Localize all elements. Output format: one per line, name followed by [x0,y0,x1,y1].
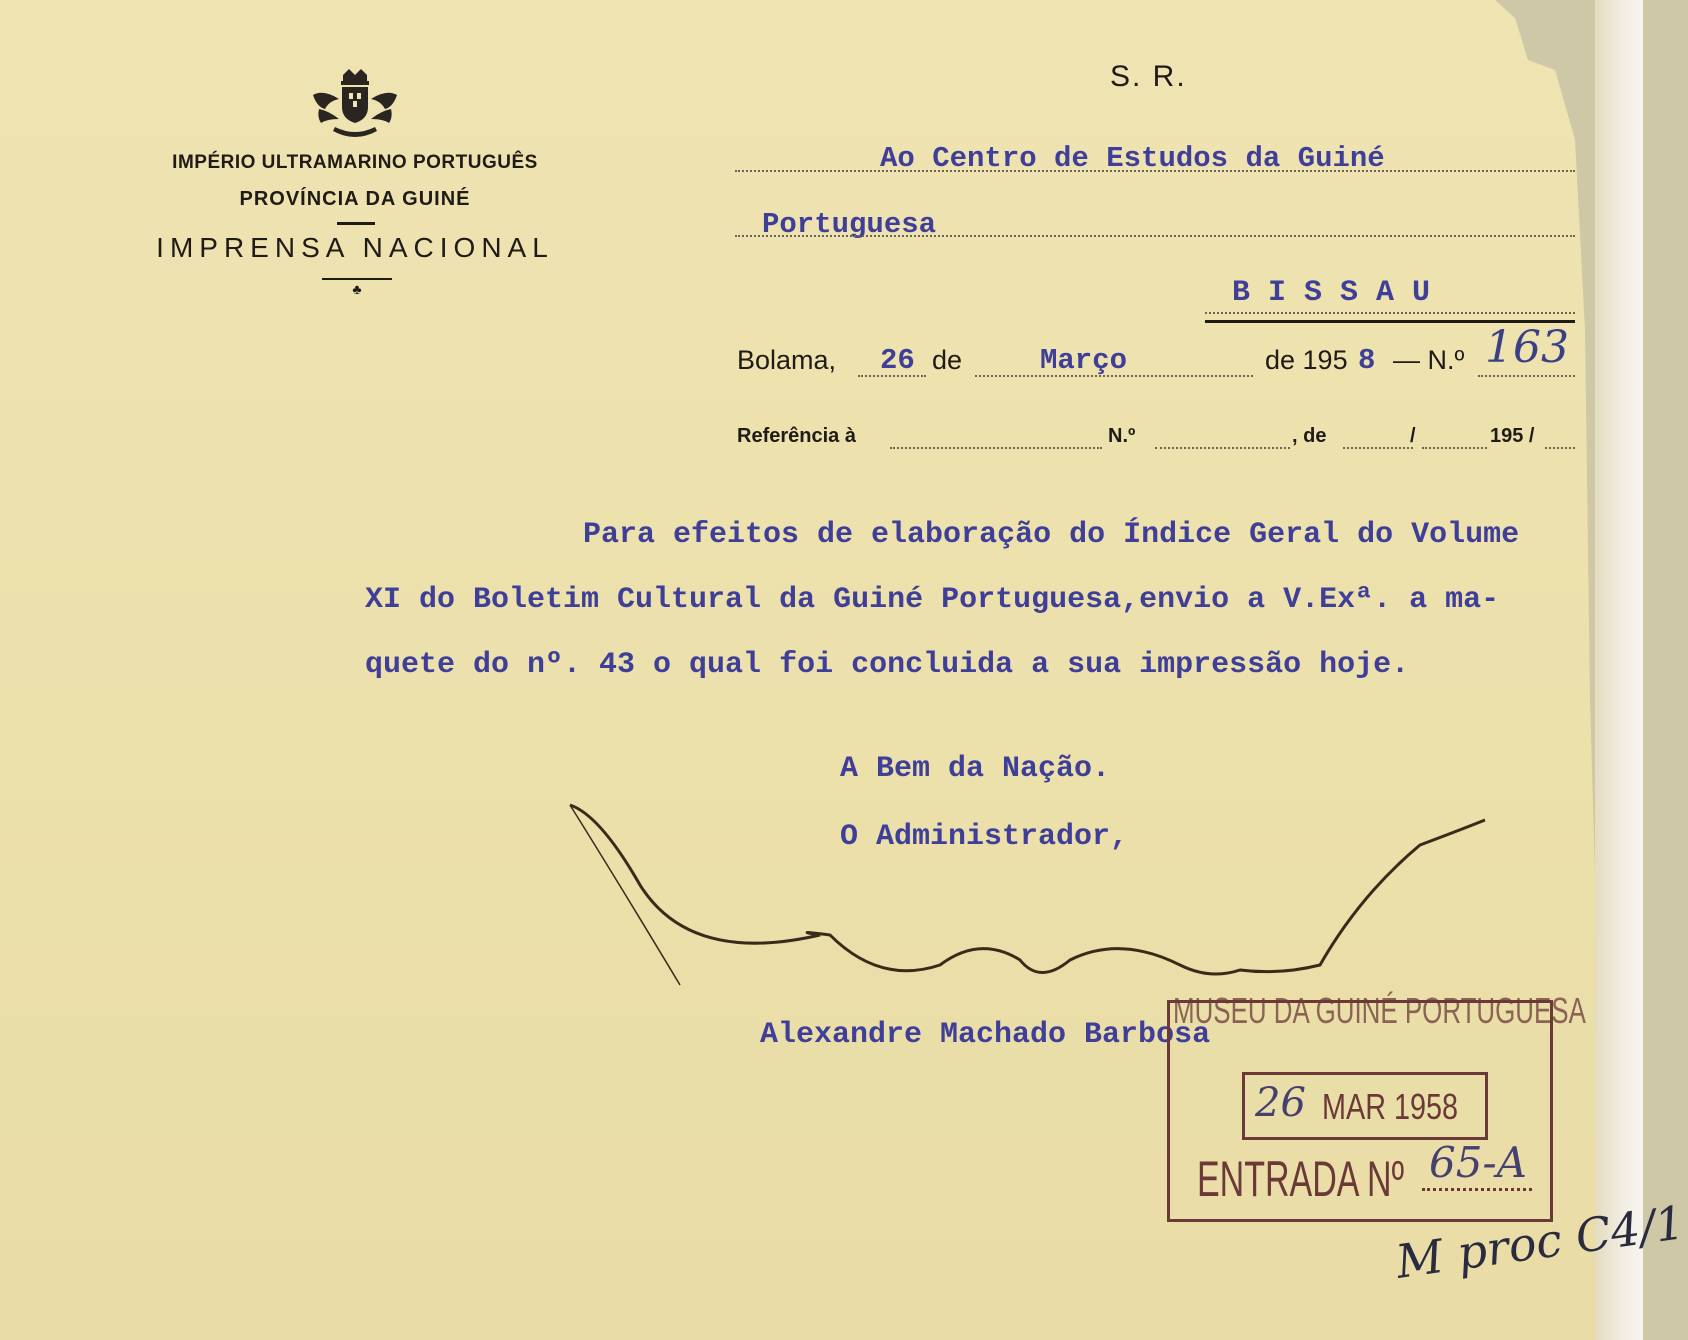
reference-year-dots [1545,447,1575,449]
museum-stamp [1167,990,1586,1230]
recipient-line-2-dots [735,235,1575,237]
reference-slash: / [1410,425,1416,447]
reference-number-dots [1155,447,1290,449]
date-de-label: de [932,345,963,375]
coat-of-arms-icon [305,65,405,145]
date-year-prefix: de 195 [1265,345,1348,375]
date-number-label: — N.º [1393,345,1465,375]
city-label: B I S S A U [1232,276,1431,310]
reference-label: Referência à [737,425,856,447]
date-place: Bolama, [737,345,837,375]
reference-de-label: , de [1292,425,1327,447]
recipient-line-2: Portuguesa [762,208,937,241]
signature [560,795,1500,1005]
reference-n-label: N.º [1108,425,1136,447]
reference-month-dots [1422,447,1487,449]
recipient-line-1: Ao Centro de Estudos da Guiné [880,142,1385,175]
date-day-dots [858,375,926,377]
reference-day-dots [1343,447,1413,449]
museum-stamp-entry-dots [1422,1188,1532,1191]
letterhead-press: IMPRENSA NACIONAL [156,232,554,263]
date-day: 26 [880,344,915,377]
letterhead-empire: IMPÉRIO ULTRAMARINO PORTUGUÊS [172,152,538,173]
date-month: Março [1040,344,1128,377]
date-year-digit: 8 [1358,344,1376,377]
sr-label: S. R. [1110,60,1187,93]
date-month-dots [975,375,1253,377]
museum-stamp-title: MUSEU DA GUINÉ PORTUGUESA [1173,990,1586,1031]
body-line-3: quete do nº. 43 o qual foi concluida a sua impressão hoje. [365,648,1410,682]
city-dots [1205,312,1575,314]
reference-year: 195 / [1490,425,1535,447]
letterhead-province: PROVÍNCIA DA GUINÉ [239,188,471,210]
fleuron-icon: ♣ [352,281,362,297]
closing-salutation: A Bem da Nação. [840,752,1111,786]
reference-dots [890,447,1102,449]
body-line-1: Para efeitos de elaboração do Índice Geral do Volume [583,518,1520,552]
museum-stamp-date: MAR 1958 [1322,1086,1459,1127]
closing-title: O Administrador, [840,820,1129,854]
museum-stamp-entry-label: ENTRADA Nº [1197,1151,1405,1207]
letterhead-divider [337,222,375,225]
date-number-dots [1478,375,1575,377]
museum-stamp-date-day: 26 [1255,1080,1306,1126]
signatory-name: Alexandre Machado Barbosa [760,1018,1211,1052]
body-line-2: XI do Boletim Cultural da Guiné Portuguesa,envio a V.Exª. a ma- [365,583,1500,617]
recipient-line-1-dots [735,170,1575,172]
date-number: 163 [1485,322,1569,373]
museum-stamp-entry-number: 65-A [1429,1138,1527,1187]
handwritten-annotation: M proc C4/1 [1392,1195,1688,1289]
letterhead-ornament-line [322,278,392,280]
page-background-edge [1595,0,1643,1340]
